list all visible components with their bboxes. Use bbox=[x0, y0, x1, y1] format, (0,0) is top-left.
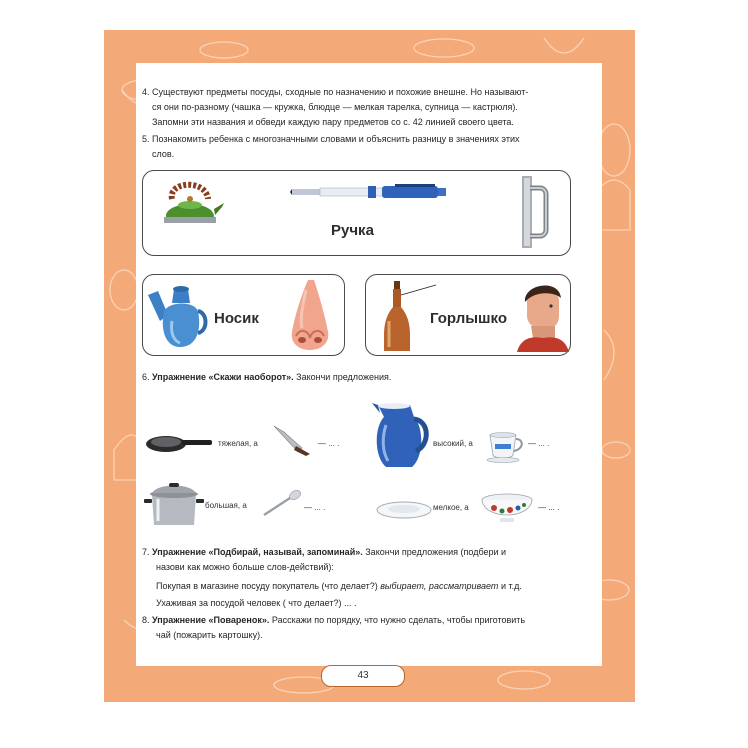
man-head-icon bbox=[517, 280, 569, 352]
task6-heading bbox=[142, 370, 391, 385]
bowl-icon bbox=[480, 492, 534, 526]
task7-line3 bbox=[156, 579, 522, 594]
spoon-icon bbox=[260, 488, 302, 518]
task7-title: Упражнение «Подбирай, называй, запоминай». bbox=[152, 547, 363, 557]
task8-title: Упражнение «Поваренок». bbox=[152, 615, 270, 625]
nose-icon bbox=[288, 280, 332, 352]
row1-left-label: тяжелая, а bbox=[218, 439, 258, 448]
task6-title: Упражнение «Скажи наоборот». bbox=[152, 372, 294, 382]
task8-line2: чай (пожарить картошку). bbox=[156, 630, 263, 640]
pot-icon bbox=[144, 481, 204, 529]
task7-line3-italic: выбирает, рассматривает bbox=[380, 581, 499, 591]
task5-line2: слов. bbox=[152, 149, 175, 159]
teapot-icon bbox=[146, 281, 208, 351]
row2-left-tail: — ... . bbox=[304, 503, 326, 512]
row1-right-tail: — ... . bbox=[528, 439, 550, 448]
task7-text: Закончи предложения (подбери и bbox=[365, 547, 507, 557]
task8-number: 8. bbox=[142, 615, 150, 625]
task4-line3: Запомни эти названия и обведи каждую пару предметов со с. 42 линией своего цвета. bbox=[152, 117, 514, 127]
door-handle-icon bbox=[522, 176, 550, 248]
spout-word: Носик bbox=[214, 310, 259, 327]
row2-left-label: большая, а bbox=[205, 501, 247, 510]
task8-heading bbox=[142, 613, 525, 628]
plate-icon bbox=[376, 500, 432, 520]
neck-word: Горлышко bbox=[430, 310, 508, 327]
knife-icon bbox=[272, 424, 312, 456]
task6-number: 6. bbox=[142, 372, 150, 382]
page-content-area bbox=[136, 63, 602, 666]
kettle-icon bbox=[158, 177, 226, 227]
task7-line4: Ухаживая за посудой человек ( что делает?) ... . bbox=[156, 598, 357, 608]
row2-right-label: мелкое, а bbox=[433, 503, 469, 512]
jug-icon bbox=[370, 401, 432, 471]
frying-pan-icon bbox=[144, 430, 212, 456]
row1-right-label: высокий, а bbox=[433, 439, 473, 448]
task4-line1: 4. Существуют предметы посуды, сходные по назначению и похожие внешне. Но называют- bbox=[142, 87, 529, 97]
pen-icon bbox=[290, 180, 450, 204]
task7-line2: назови как можно больше слов-действий): bbox=[156, 562, 334, 572]
task7-line3-end: и т.д. bbox=[500, 581, 522, 591]
task7-line3-plain: Покупая в магазине посуду покупатель (что делает?) bbox=[156, 581, 378, 591]
task8-text: Расскажи по порядку, что нужно сделать, чтобы приготовить bbox=[271, 615, 526, 625]
bottle-icon bbox=[380, 281, 440, 353]
cup-icon bbox=[486, 431, 526, 463]
row1-left-tail: — ... . bbox=[318, 439, 340, 448]
row2-right-tail: — ... . bbox=[538, 503, 560, 512]
page-number: 43 bbox=[321, 665, 405, 687]
task5-line1: 5. Познакомить ребенка с многозначными словами и объяснить разницу в значениях этих bbox=[142, 134, 520, 144]
task7-number: 7. bbox=[142, 547, 150, 557]
task7-heading bbox=[142, 545, 506, 560]
task4-line2: ся они по-разному (чашка — кружка, блюдце — мелкая тарелка, супница — кастрюля). bbox=[152, 102, 518, 112]
task6-text: Закончи предложения. bbox=[296, 372, 392, 382]
handle-word: Ручка bbox=[331, 222, 374, 239]
